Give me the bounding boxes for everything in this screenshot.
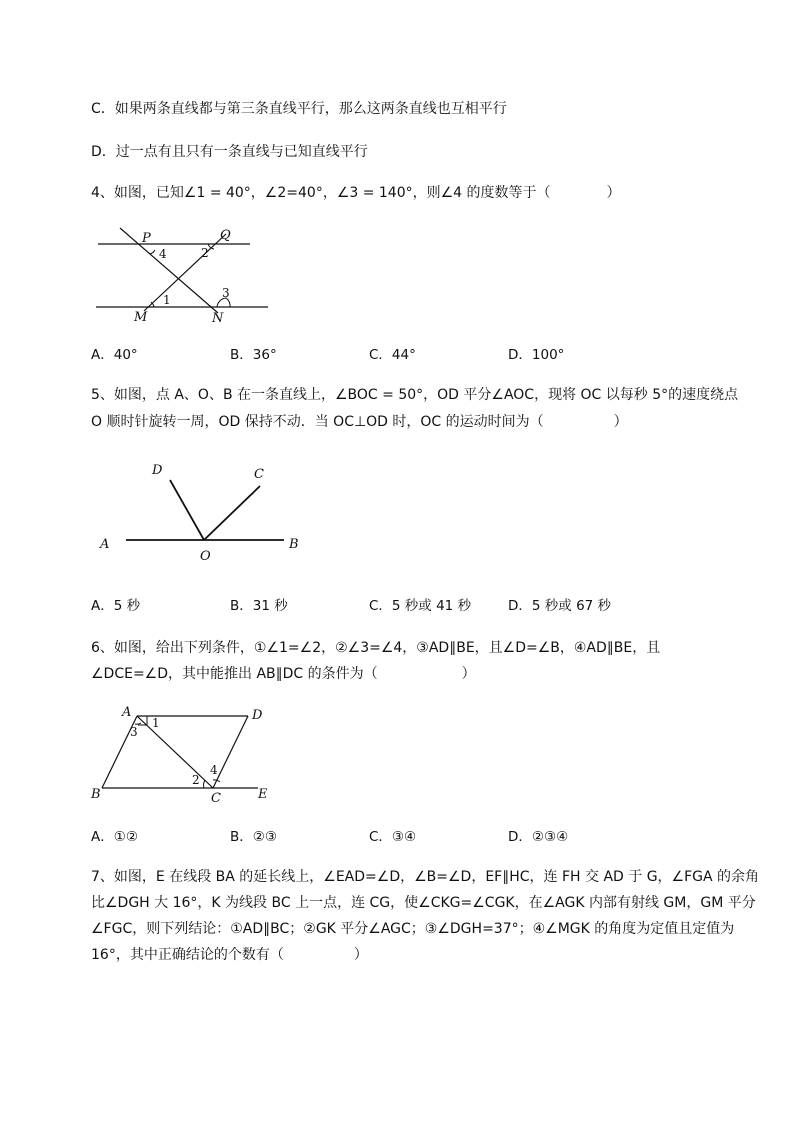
q6-option-b: B．②③: [230, 829, 277, 845]
q4-option-c: C．44°: [369, 347, 416, 363]
q5-option-c: C．5 秒或 41 秒: [369, 598, 472, 614]
q6-stem-line2: ∠DCE=∠D，其中能推出 AB∥DC 的条件为（ ）: [91, 666, 476, 682]
q6-option-d: D．②③④: [508, 829, 569, 845]
q4-label-m: M: [134, 310, 148, 325]
q4-stem: 4、如图，已知∠1 = 40°，∠2=40°，∠3 = 140°，则∠4 的度数等于（ ）: [91, 185, 621, 201]
q4-option-d: D．100°: [508, 347, 565, 363]
q6-label-c: C: [211, 791, 221, 806]
q4-angle-3: 3: [222, 286, 230, 300]
q7-stem-line1: 7、如图，E 在线段 BA 的延长线上，∠EAD=∠D，∠B=∠D，EF∥HC，连 FH 交 AD 于 G，∠FGA 的余角: [91, 869, 760, 885]
q7-stem-line3: ∠FGC，则下列结论：①AD∥BC；②GK 平分∠AGC；③∠DGH=37°；④∠MGK 的角度为定值且定值为: [91, 921, 735, 937]
q5-option-b: B．31 秒: [230, 598, 288, 614]
q5-label-a: A: [100, 537, 110, 552]
q6-label-e: E: [258, 787, 268, 802]
q5-option-a: A．5 秒: [91, 598, 141, 614]
q6-option-a: A．①②: [91, 829, 138, 845]
option-c-text: C．如果两条直线都与第三条直线平行，那么这两条直线也互相平行: [91, 101, 507, 117]
q6-option-c: C．③④: [369, 829, 417, 845]
q5-option-d: D．5 秒或 67 秒: [508, 598, 612, 614]
q5-label-b: B: [289, 537, 299, 552]
q5-label-o: O: [200, 549, 211, 564]
q6-figure: [88, 702, 278, 807]
q7-stem-line4: 16°，其中正确结论的个数有（ ）: [91, 947, 368, 963]
q5-figure: [96, 456, 311, 566]
q6-label-d: D: [252, 708, 263, 723]
q4-label-n: N: [212, 311, 224, 326]
q4-option-b: B．36°: [230, 347, 277, 363]
q5-stem-line2: O 顺时针旋转一周，OD 保持不动．当 OC⊥OD 时，OC 的运动时间为（ ）: [91, 414, 628, 430]
q6-angle-4: 4: [210, 763, 218, 777]
q5-stem-line1: 5、如图，点 A、O、B 在一条直线上，∠BOC = 50°，OD 平分∠AOC，现将 OC 以每秒 5°的速度绕点: [91, 387, 739, 403]
q4-angle-1: 1: [163, 293, 171, 307]
q4-figure: [90, 222, 280, 327]
q6-stem-line1: 6、如图，给出下列条件，①∠1=∠2，②∠3=∠4，③AD∥BE，且∠D=∠B，④AD∥BE，且: [91, 640, 661, 656]
q4-option-a: A．40°: [91, 347, 138, 363]
q6-angle-3: 3: [130, 725, 138, 739]
q4-label-q: Q: [220, 228, 231, 243]
q6-label-a: A: [122, 705, 132, 720]
q5-label-d: D: [152, 463, 163, 478]
q7-stem-line2: 比∠DGH 大 16°，K 为线段 BC 上一点，连 CG，使∠CKG=∠CGK，在∠AGK 内部有射线 GM，GM 平分: [91, 895, 756, 911]
q6-angle-1: 1: [152, 716, 160, 730]
option-d-text: D．过一点有且只有一条直线与已知直线平行: [91, 144, 368, 160]
q5-label-c: C: [254, 467, 264, 482]
q4-label-p: P: [142, 231, 151, 246]
q6-angle-2: 2: [192, 773, 200, 787]
q4-angle-2: 2: [201, 246, 209, 260]
q4-angle-4: 4: [159, 247, 167, 261]
q6-label-b: B: [91, 787, 101, 802]
